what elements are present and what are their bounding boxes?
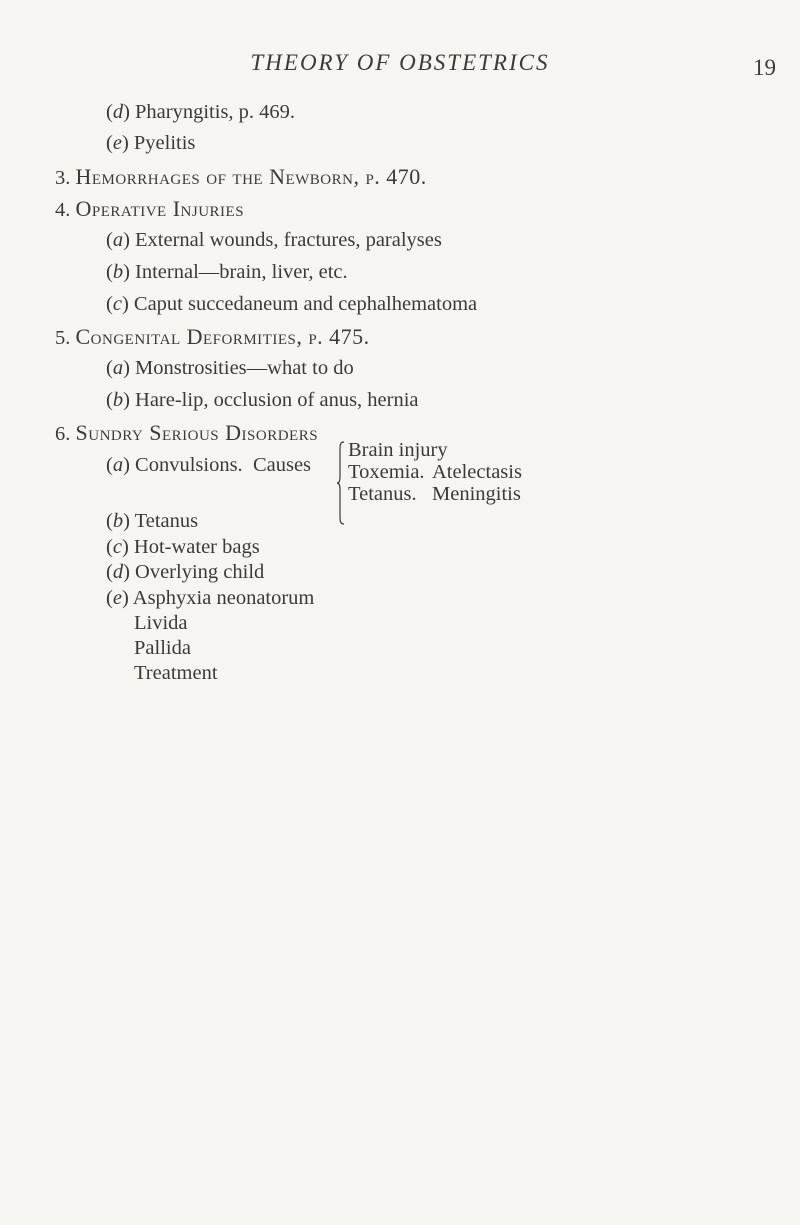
section-title: Congenital Deformities, p. 475. <box>75 324 370 349</box>
section-heading <box>55 198 244 221</box>
item-text: Hare-lip, occlusion of anus, hernia <box>135 389 419 411</box>
running-title: THEORY OF OBSTETRICS <box>250 50 550 75</box>
list-item: (a) External wounds, fractures, paralyses <box>106 229 442 251</box>
section-heading <box>55 422 318 445</box>
section-number: 5. <box>55 327 71 349</box>
cause-item: Tetanus. <box>348 483 417 505</box>
item-text: Internal—brain, liver, etc. <box>135 261 348 283</box>
item-text: Asphyxia neonatorum <box>132 587 315 609</box>
section-title: Hemorrhages of the Newborn, p. 470. <box>75 164 427 189</box>
section-title: Sundry Serious Disorders <box>75 420 319 445</box>
item-letter: b <box>112 389 124 411</box>
item-text: Caput succedaneum and cephalhematoma <box>133 293 478 315</box>
item-text: Tetanus <box>134 510 199 532</box>
list-item: (c) Hot-water bags <box>106 536 260 558</box>
list-item: (b) Internal—brain, liver, etc. <box>106 261 348 283</box>
item-letter: c <box>112 293 122 315</box>
item-text: Pyelitis <box>133 132 196 154</box>
cause-item: Atelectasis <box>432 461 522 483</box>
item-text: Overlying child <box>135 561 265 583</box>
item-text: Hot-water bags <box>133 536 260 558</box>
section-heading <box>55 326 370 349</box>
sub-item: Treatment <box>134 662 218 684</box>
item-letter: a <box>112 229 124 251</box>
item-letter: b <box>112 510 124 532</box>
causes-label: Causes <box>252 454 312 476</box>
item-letter: d <box>112 101 124 123</box>
cause-item: Brain injury <box>348 439 448 461</box>
item-text: Monstrosities—what to do <box>135 357 354 379</box>
page-number: 19 <box>753 55 776 80</box>
item-text: Convulsions. <box>135 454 243 476</box>
section-number: 6. <box>55 423 71 445</box>
item-text: External wounds, fractures, paralyses <box>135 229 442 251</box>
sub-item: Pallida <box>134 637 191 659</box>
sub-item: Livida <box>134 612 188 634</box>
item-letter: e <box>112 132 122 154</box>
list-item: (e) Pyelitis <box>106 132 196 154</box>
curly-brace <box>337 441 345 525</box>
section-heading <box>55 166 427 189</box>
list-item: (e) Asphyxia neonatorum <box>106 587 315 609</box>
section-number: 3. <box>55 167 71 189</box>
item-letter: a <box>112 454 124 476</box>
list-item: (b) Tetanus <box>106 510 199 532</box>
list-item: (b) Hare-lip, occlusion of anus, hernia <box>106 389 419 411</box>
cause-item: Toxemia. <box>348 461 425 483</box>
section-number: 4. <box>55 199 71 221</box>
list-item: (c) Caput succedaneum and cephalhematoma <box>106 293 478 315</box>
item-letter: d <box>112 561 124 583</box>
item-text: Pharyngitis, p. 469. <box>135 101 296 123</box>
item-letter: e <box>112 587 122 609</box>
item-letter: b <box>112 261 124 283</box>
cause-item: Meningitis <box>432 483 521 505</box>
list-item: (d) Pharyngitis, p. 469. <box>106 101 296 123</box>
section-title: Operative Injuries <box>75 196 245 221</box>
item-letter: a <box>112 357 124 379</box>
list-item: (a) Monstrosities—what to do <box>106 357 354 379</box>
item-letter: c <box>112 536 122 558</box>
list-item: (d) Overlying child <box>106 561 265 583</box>
list-item-convulsions: (a) Convulsions. Causes <box>106 454 312 476</box>
